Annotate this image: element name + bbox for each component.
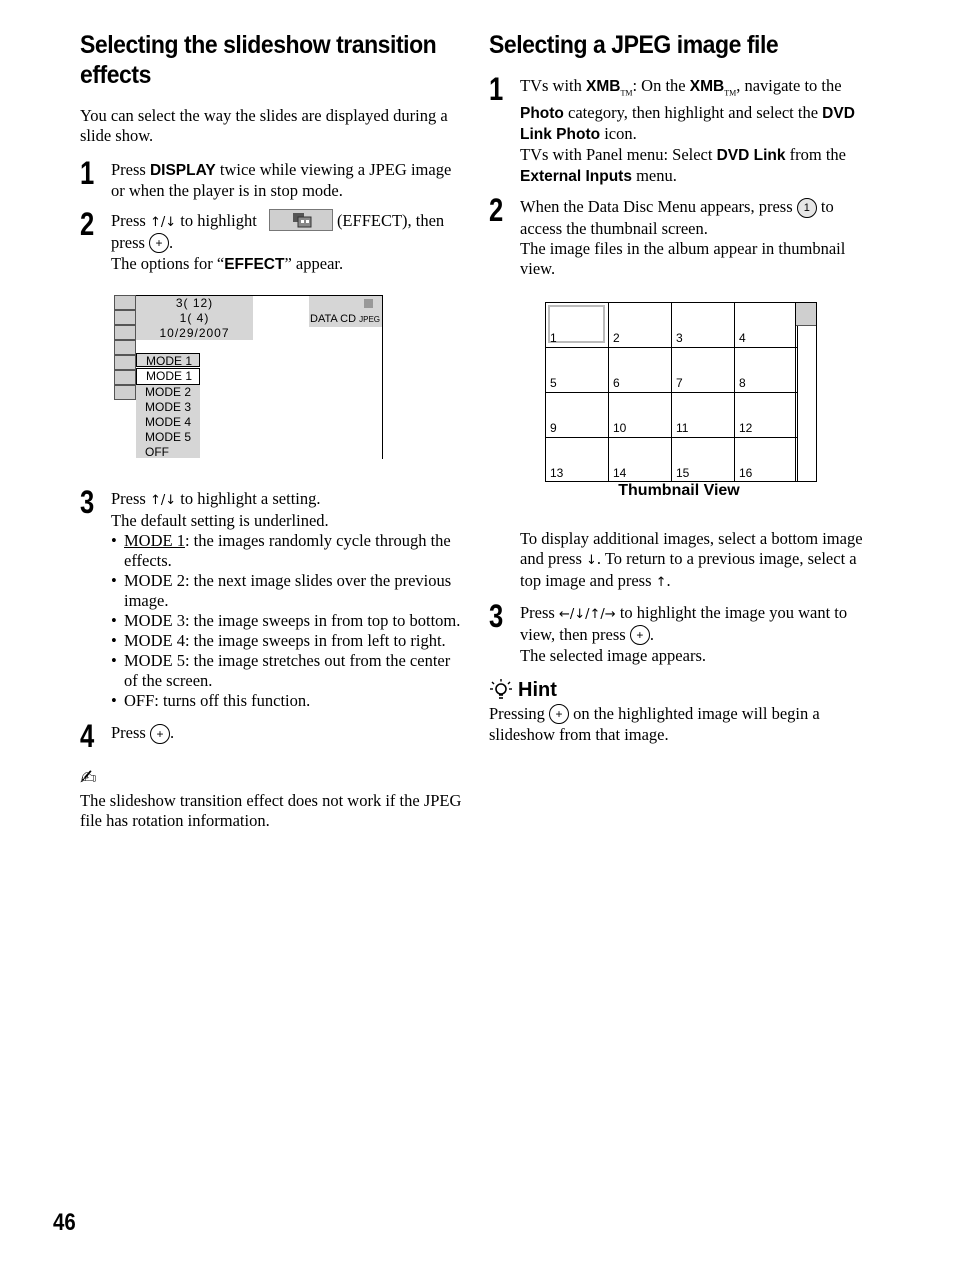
enter-button-icon	[149, 233, 169, 253]
effect-icon	[269, 209, 333, 231]
list-item: • MODE 1: the images randomly cycle through the effects.	[111, 531, 468, 571]
list-item: • MODE 2: the next image slides over the previous image.	[111, 571, 468, 611]
step-number: 4	[80, 718, 95, 755]
thumbnail-cell[interactable]: 11	[672, 393, 735, 438]
step-number: 1	[489, 71, 504, 107]
osd-current-setting: MODE 1	[136, 353, 200, 367]
display-button-label: DISPLAY	[149, 162, 216, 179]
thumbnail-scrollbar[interactable]	[795, 303, 816, 481]
list-item: • OFF: turns off this function.	[111, 691, 468, 711]
thumbnail-caption: Thumbnail View	[618, 481, 740, 499]
note-pencil-icon: ✍	[80, 764, 97, 789]
number-1-button-icon: 1	[797, 198, 817, 218]
left-column	[80, 30, 468, 831]
thumbnail-cell[interactable]: 3	[672, 303, 735, 348]
osd-header: 3( 12) 1( 4) 10/29/2007	[136, 296, 253, 340]
right-column	[489, 30, 879, 745]
effect-osd-display	[114, 295, 385, 459]
osd-option[interactable]: MODE 1	[136, 368, 200, 385]
step-number: 1	[80, 155, 95, 191]
list-item: • MODE 4: the image sweeps in from left to right.	[111, 631, 468, 651]
effect-label: EFFECT	[224, 256, 285, 274]
down-arrow-icon: ↓	[585, 552, 597, 568]
osd-options-menu	[136, 368, 200, 458]
section-title-jpeg: Selecting a JPEG image file	[489, 31, 779, 59]
osd-option[interactable]: MODE 2	[145, 385, 192, 400]
up-down-arrow-icon: ↑/↓	[149, 493, 177, 509]
step-3-select-image: 3 Press ←/↓/↑/→ to highlight the image you want to view, then press +. The selected image appears.	[489, 603, 879, 666]
osd-bar	[114, 340, 136, 355]
enter-button-icon	[150, 724, 170, 744]
enter-button-icon	[630, 625, 650, 645]
osd-bar	[114, 370, 136, 385]
osd-option[interactable]: MODE 4	[145, 415, 192, 430]
step-1-display: 1 Press DISPLAY twice while viewing a JPEG image or when the player is in stop mode.	[80, 155, 452, 200]
section-title-slideshow: Selecting the slideshow transition effects	[80, 31, 437, 89]
thumbnail-cell[interactable]: 12	[735, 393, 798, 438]
thumbnail-cell[interactable]: 15	[672, 438, 735, 482]
list-item: • MODE 3: the image sweeps in from top to bottom.	[111, 611, 468, 631]
osd-bar	[114, 295, 136, 310]
osd-disc-type: DATA CD JPEG	[309, 296, 382, 327]
osd-bar	[114, 310, 136, 325]
thumbnail-cell[interactable]: 14	[609, 438, 672, 482]
step-1-navigate: 1 TVs with $XMB_{TM}$: On the $XMB_{TM}$, navigate to the Photo category, then highlight and select the DVD Link Photo icon. TVs with Panel menu: Select DVD Link from the External Inputs menu.	[489, 71, 855, 186]
direction-arrows-icon: ←/↓/↑/→	[558, 606, 616, 622]
enter-button-icon	[549, 704, 569, 724]
osd-option[interactable]: MODE 5	[145, 430, 192, 445]
lightbulb-icon	[489, 678, 513, 704]
intro-text: You can select the way the slides are displayed during a slide show.	[80, 106, 448, 145]
note-text: The slideshow transition effect does not work if the JPEG file has rotation information.	[80, 790, 462, 830]
paging-instructions: To display additional images, select a bottom image and press ↓. To return to a previous image, select a top image and press ↑.	[520, 528, 863, 590]
hint-label: Hint	[518, 679, 557, 702]
hint-header	[489, 678, 879, 704]
thumbnail-cell[interactable]: 1	[546, 303, 609, 348]
step-number: 3	[80, 484, 95, 521]
thumbnail-cell[interactable]: 10	[609, 393, 672, 438]
hint-text: Pressing + on the highlighted image will begin a slideshow from that image.	[489, 704, 879, 745]
thumbnail-cell[interactable]: 6	[609, 348, 672, 393]
step-3-select-setting: 3 Press ↑/↓ to highlight a setting. The default setting is underlined. • MODE 1: the images randomly cycle through the effects. • MODE 2: the next image slides over the previous image. • MODE 3: the image sweeps in from top to bottom. • MODE 4: the image sweeps in from left to right. • MODE 5: the image stretches out from the center of the screen. • OFF: turns off this function.	[80, 489, 468, 711]
thumbnail-cell[interactable]: 7	[672, 348, 735, 393]
thumbnail-cell[interactable]: 4	[735, 303, 798, 348]
step-4-press-enter: 4 Press +.	[80, 723, 468, 744]
osd-bar	[114, 325, 136, 340]
thumbnail-cell[interactable]: 5	[546, 348, 609, 393]
osd-option[interactable]: MODE 3	[145, 400, 192, 415]
step-2-highlight-effect: 2 Press ↑/↓ to highlight (EFFECT), then press + . The options for “EFFECT” appear.	[80, 211, 468, 275]
thumbnail-cell[interactable]: 16	[735, 438, 798, 482]
scrollbar-thumb[interactable]	[796, 303, 816, 326]
thumbnail-cell[interactable]: 9	[546, 393, 609, 438]
osd-bar	[114, 355, 136, 370]
list-item: • MODE 5: the image stretches out from the center of the screen.	[111, 651, 468, 691]
up-down-arrow-icon: ↑/↓	[149, 215, 177, 230]
step-2-thumbnail: 2 When the Data Disc Menu appears, press 1 to access the thumbnail screen. The image files in the album appear in thumbnail view.	[489, 192, 846, 278]
up-arrow-icon: ↑	[655, 574, 667, 590]
thumbnail-cell[interactable]: 13	[546, 438, 609, 482]
step-number: 2	[80, 206, 95, 242]
osd-bar	[114, 385, 136, 400]
osd-option[interactable]: OFF	[145, 445, 169, 460]
step-number: 3	[489, 597, 504, 634]
mode-list	[111, 531, 468, 711]
thumbnail-cell[interactable]: 2	[609, 303, 672, 348]
thumbnail-cell[interactable]: 8	[735, 348, 798, 393]
thumbnail-grid	[545, 302, 817, 482]
step-number: 2	[489, 192, 504, 229]
page-number: 46	[53, 1209, 76, 1236]
